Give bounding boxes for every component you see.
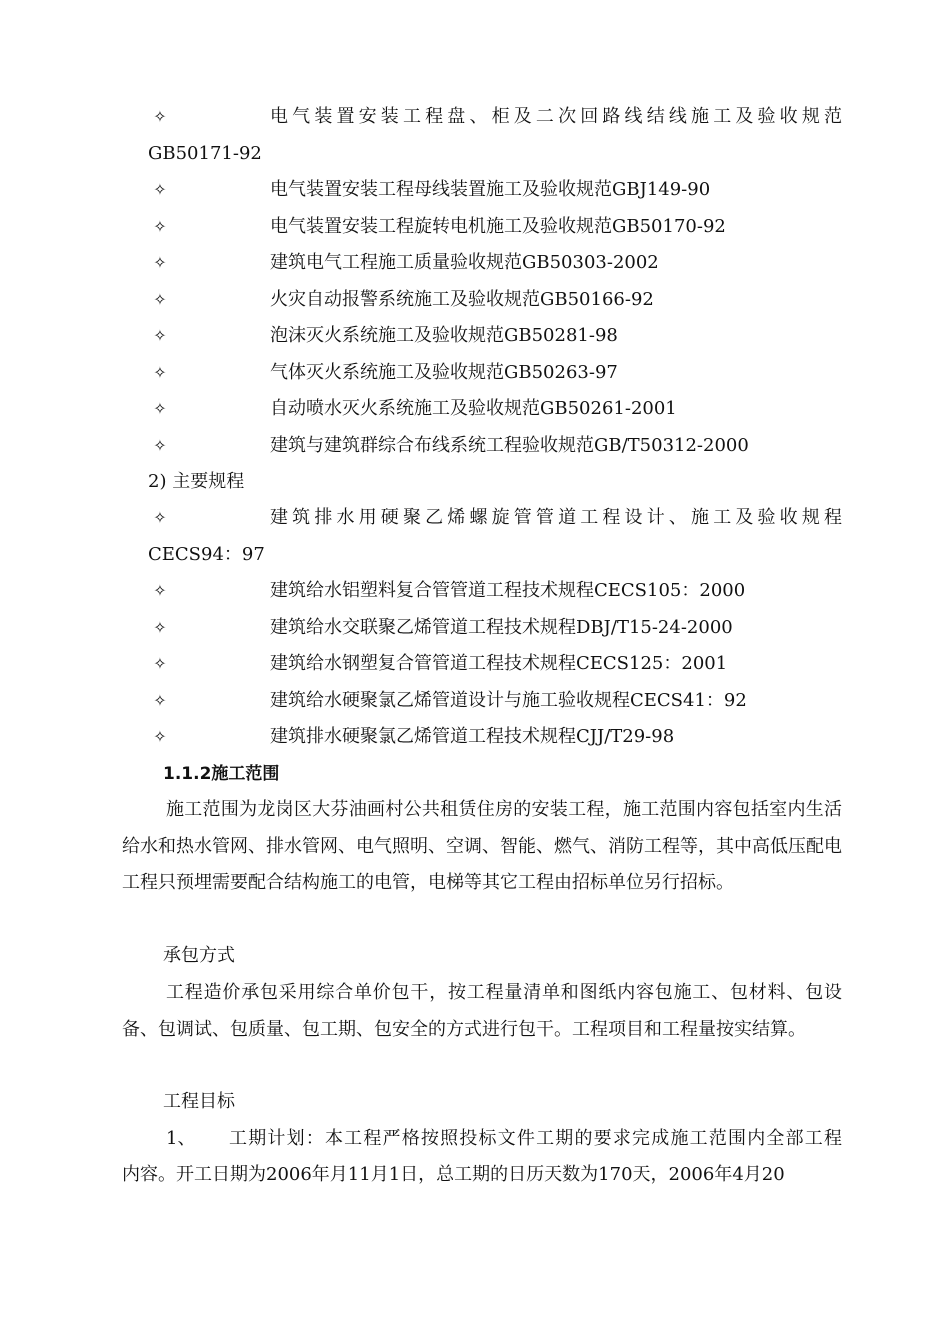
bullet-icon: ✧ [153, 654, 167, 673]
standard-text: 电气装置安装工程旋转电机施工及验收规范GB50170-92 [270, 216, 726, 237]
standard-text: 泡沫灭火系统施工及验收规范GB50281-98 [270, 325, 618, 346]
regulation-text: 建筑给水钢塑复合管管道工程技术规程CECS125：2001 [270, 653, 728, 674]
standard-text: 建筑与建筑群综合布线系统工程验收规范GB/T50312-2000 [270, 435, 749, 456]
standard-item-continuation [0, 136, 950, 172]
standard-text: 电气装置安装工程盘、柜及二次回路线结线施工及验收规范 [270, 106, 842, 127]
contract-paragraph: 工程造价承包采用综合单价包干，按工程量清单和图纸内容包施工、包材料、包设备、包调试、包质量、包工期、包安全的方式进行包干。工程项目和工程量按实结算。 [122, 982, 842, 1040]
section-heading: 1.1.2施工范围 [163, 764, 280, 784]
standard-item [0, 355, 950, 391]
bullet-icon: ✧ [153, 180, 167, 199]
goal-item-text: 工期计划：本工程严格按照投标文件工期的要求完成施工范围内全部工程 [229, 1128, 842, 1149]
bullet-icon: ✧ [153, 508, 167, 527]
regulation-item [0, 719, 950, 755]
standard-item [0, 391, 950, 427]
goal-item-number: 1、 [166, 1128, 196, 1149]
bullet-icon: ✧ [153, 107, 167, 126]
contract-heading: 承包方式 [163, 945, 235, 966]
standard-item [0, 282, 950, 318]
standard-text: 自动喷水灭火系统施工及验收规范GB50261-2001 [270, 398, 677, 419]
standard-text: 火灾自动报警系统施工及验收规范GB50166-92 [270, 289, 654, 310]
standard-code: GB50171-92 [148, 143, 262, 164]
bullet-icon: ✧ [153, 363, 167, 382]
regulation-text: 建筑给水硬聚氯乙烯管道设计与施工验收规程CECS41：92 [270, 690, 747, 711]
regulation-item [0, 646, 950, 682]
scope-paragraph: 施工范围为龙岗区大芬油画村公共租赁住房的安装工程，施工范围内容包括室内生活给水和热水管网、排水管网、电气照明、空调、智能、燃气、消防工程等，其中高低压配电工程只预埋需要配合结构施工的电管，电梯等其它工程由招标单位另行招标。 [122, 799, 842, 893]
goal-item-continuation [0, 1157, 950, 1193]
regulation-text: 建筑排水硬聚氯乙烯管道工程技术规程CJJ/T29-98 [270, 726, 675, 747]
bullet-icon: ✧ [153, 581, 167, 600]
standard-item [0, 99, 950, 135]
standard-text: 建筑电气工程施工质量验收规范GB50303-2002 [270, 252, 659, 273]
bullet-icon: ✧ [153, 618, 167, 637]
bullet-icon: ✧ [153, 290, 167, 309]
goal-heading: 工程目标 [163, 1091, 235, 1112]
regulation-item [0, 683, 950, 719]
regulation-item-continuation [0, 537, 950, 573]
goal-item-continuation-text: 内容。开工日期为2006年月11月1日，总工期的日历天数为170天，2006年4月20 [122, 1164, 785, 1185]
standard-item [0, 428, 950, 464]
bullet-icon: ✧ [153, 253, 167, 272]
section-heading-line [0, 756, 950, 792]
regulation-text: 建筑给水交联聚乙烯管道工程技术规程DBJ/T15-24-2000 [270, 617, 733, 638]
bullet-icon: ✧ [153, 727, 167, 746]
standard-item [0, 172, 950, 208]
bullet-icon: ✧ [153, 326, 167, 345]
bullet-icon: ✧ [153, 399, 167, 418]
regulation-code: CECS94：97 [148, 544, 265, 565]
bullet-icon: ✧ [153, 217, 167, 236]
standard-item [0, 318, 950, 354]
goal-heading-line [0, 1084, 950, 1120]
regulation-item [0, 500, 950, 536]
regulation-item [0, 573, 950, 609]
standard-item [0, 245, 950, 281]
regulation-text: 建筑给水铝塑料复合管管道工程技术规程CECS105：2000 [270, 580, 746, 601]
bullet-icon: ✧ [153, 436, 167, 455]
standard-item [0, 209, 950, 245]
regulation-text: 建筑排水用硬聚乙烯螺旋管管道工程设计、施工及验收规程 [270, 507, 842, 528]
regulations-heading: 2) 主要规程 [148, 471, 245, 492]
regulation-item [0, 610, 950, 646]
standard-text: 气体灭火系统施工及验收规范GB50263-97 [270, 362, 618, 383]
regulations-heading-line [0, 464, 950, 500]
goal-item [0, 1121, 950, 1157]
contract-heading-line [0, 938, 950, 974]
bullet-icon: ✧ [153, 691, 167, 710]
standard-text: 电气装置安装工程母线装置施工及验收规范GBJ149-90 [270, 179, 711, 200]
